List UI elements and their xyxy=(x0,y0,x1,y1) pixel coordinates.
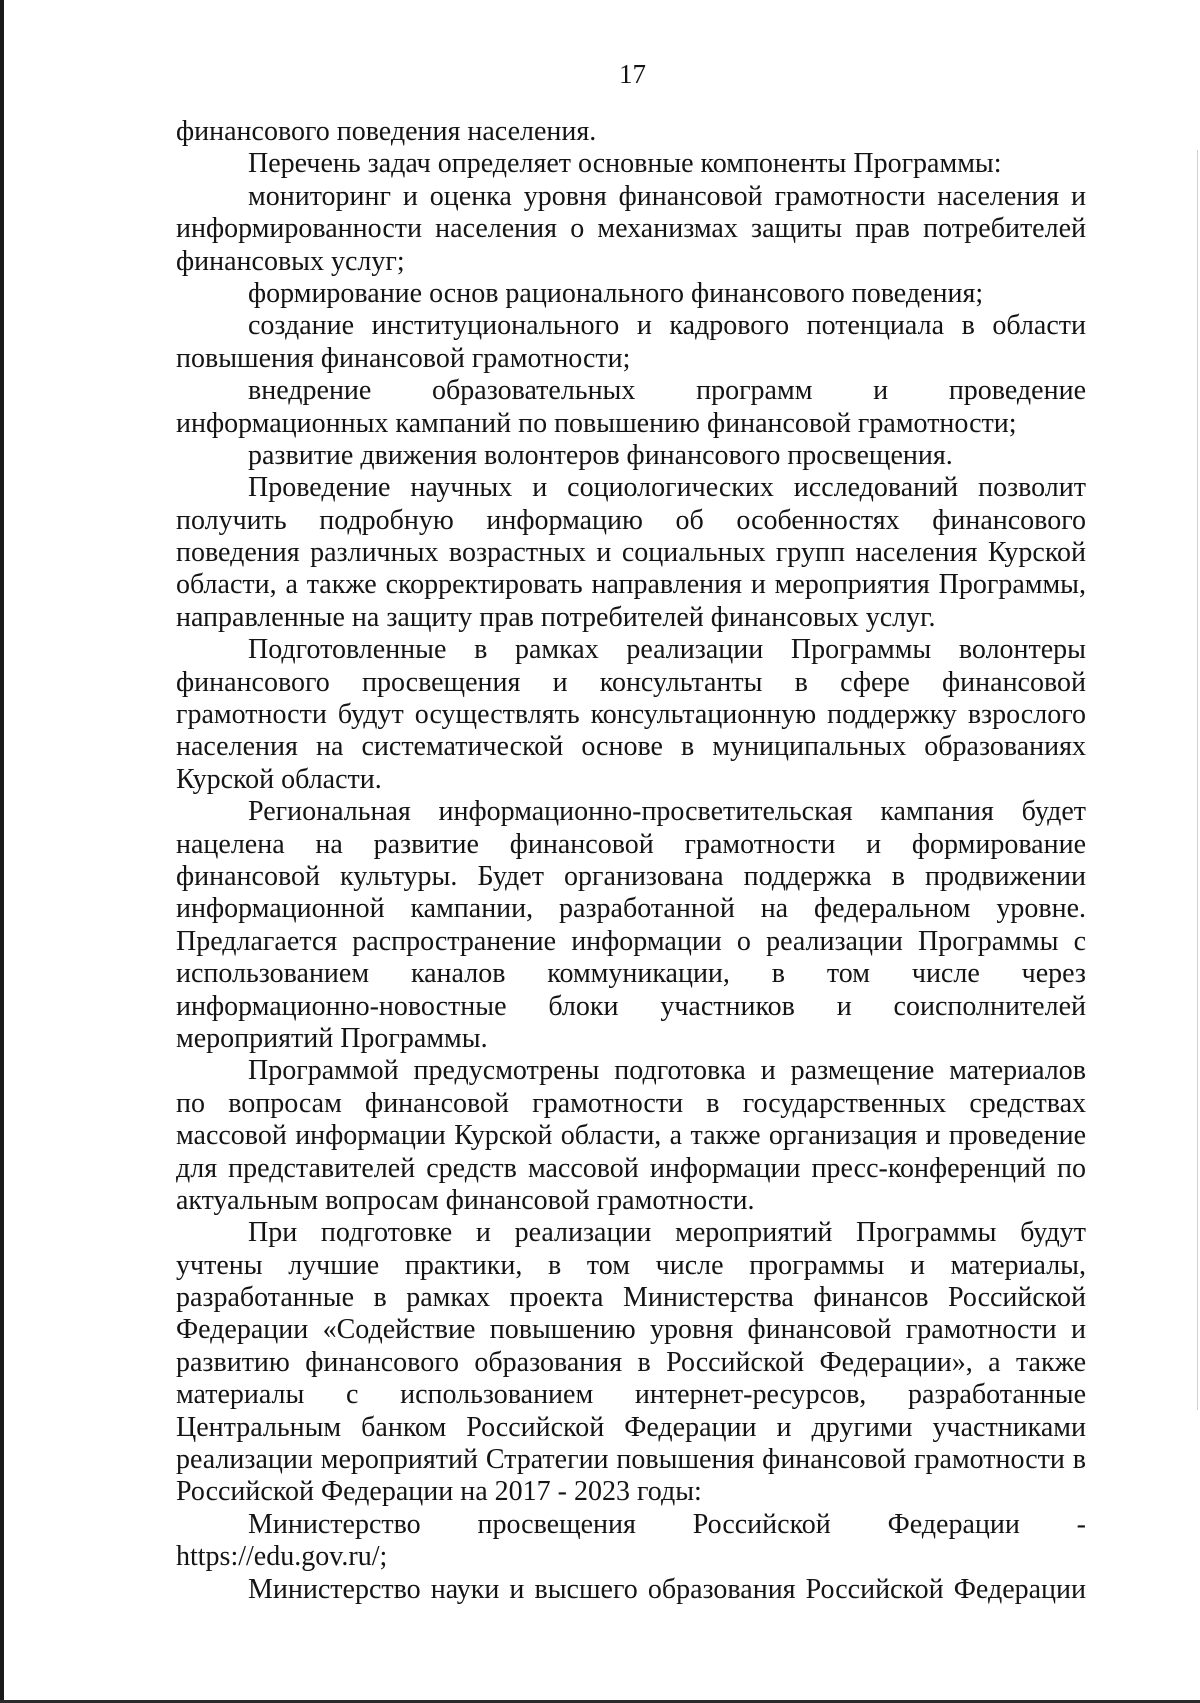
text-line: информационно-новостные блоки участников и соисполнителей xyxy=(176,990,1086,1022)
text-line: информационных кампаний по повышению финансовой грамотности; xyxy=(176,407,1017,439)
text-line: информированности населения о механизмах защиты прав потребителей xyxy=(176,213,1086,245)
text-line: Центральным банком Российской Федерации и другими участниками xyxy=(176,1411,1086,1443)
text-line: повышения финансовой грамотности; xyxy=(176,342,631,374)
text-line: Министерство просвещения Российской Федерации - xyxy=(248,1508,1086,1540)
text-line: внедрение образовательных программ и проведение xyxy=(248,375,1086,407)
text-line: области, а также скорректировать направления и мероприятия Программы, xyxy=(176,569,1086,601)
text-line: мероприятий Программы. xyxy=(176,1022,488,1054)
text-line: массовой информации Курской области, а также организация и проведение xyxy=(176,1120,1086,1152)
text-line: развитие движения волонтеров финансового просвещения. xyxy=(248,439,953,471)
text-line: для представителей средств массовой информации пресс-конференций по xyxy=(176,1152,1086,1184)
text-line: материалы с использованием интернет-ресурсов, разработанные xyxy=(176,1379,1086,1411)
text-line: Федерации «Содействие повышению уровня финансовой грамотности и xyxy=(176,1314,1086,1346)
text-line: направленные на защиту прав потребителей финансовых услуг. xyxy=(176,601,936,633)
text-line: формирование основ рационального финансового поведения; xyxy=(248,277,984,309)
text-line: информационной кампании, разработанной на федеральном уровне. xyxy=(176,893,1086,925)
text-line: Курской области. xyxy=(176,763,382,795)
text-line: актуальным вопросам финансовой грамотности. xyxy=(176,1184,755,1216)
text-line: создание институционального и кадрового потенциала в области xyxy=(248,310,1086,342)
text-line: Подготовленные в рамках реализации Программы волонтеры xyxy=(248,634,1086,666)
text-line: нацелена на развитие финансовой грамотности и формирование xyxy=(176,828,1086,860)
text-line: реализации мероприятий Стратегии повышения финансовой грамотности в xyxy=(176,1444,1086,1476)
text-line: https://edu.gov.ru/; xyxy=(176,1541,388,1573)
scan-margin-line xyxy=(1197,150,1198,1410)
text-line: При подготовке и реализации мероприятий Программы будут xyxy=(248,1217,1086,1249)
text-line: разработанные в рамках проекта Министерства финансов Российской xyxy=(176,1282,1086,1314)
text-line: мониторинг и оценка уровня финансовой грамотности населения и xyxy=(248,180,1086,212)
text-line: Проведение научных и социологических исследований позволит xyxy=(248,472,1086,504)
text-line: финансовых услуг; xyxy=(176,245,405,277)
text-line: Предлагается распространение информации о реализации Программы с xyxy=(176,925,1086,957)
text-line: финансового просвещения и консультанты в сфере финансовой xyxy=(176,666,1086,698)
text-line: учтены лучшие практики, в том числе программы и материалы, xyxy=(176,1249,1086,1281)
text-line: финансовой культуры. Будет организована поддержка в продвижении xyxy=(176,860,1086,892)
text-line: Министерство науки и высшего образования Российской Федерации xyxy=(248,1573,1086,1605)
text-line: грамотности будут осуществлять консультационную поддержку взрослого xyxy=(176,699,1086,731)
page-number: 17 xyxy=(619,59,646,89)
text-line: Региональная информационно-просветительская кампания будет xyxy=(248,796,1086,828)
text-line: развитию финансового образования в Российской Федерации», а также xyxy=(176,1346,1086,1378)
text-line: Программой предусмотрены подготовка и размещение материалов xyxy=(248,1055,1086,1087)
text-line: использованием каналов коммуникации, в том числе через xyxy=(176,958,1086,990)
text-line: Российской Федерации на 2017 - 2023 годы: xyxy=(176,1476,702,1508)
text-line: получить подробную информацию об особенностях финансового xyxy=(176,504,1086,536)
text-line: по вопросам финансовой грамотности в государственных средствах xyxy=(176,1087,1086,1119)
text-line: финансового поведения населения. xyxy=(176,116,597,147)
body-text xyxy=(176,116,1086,1606)
text-line: Перечень задач определяет основные компоненты Программы: xyxy=(248,148,1002,180)
text-line: поведения различных возрастных и социальных групп населения Курской xyxy=(176,537,1086,569)
text-line: населения на систематической основе в муниципальных образованиях xyxy=(176,731,1086,763)
scan-left-edge xyxy=(0,0,4,1703)
